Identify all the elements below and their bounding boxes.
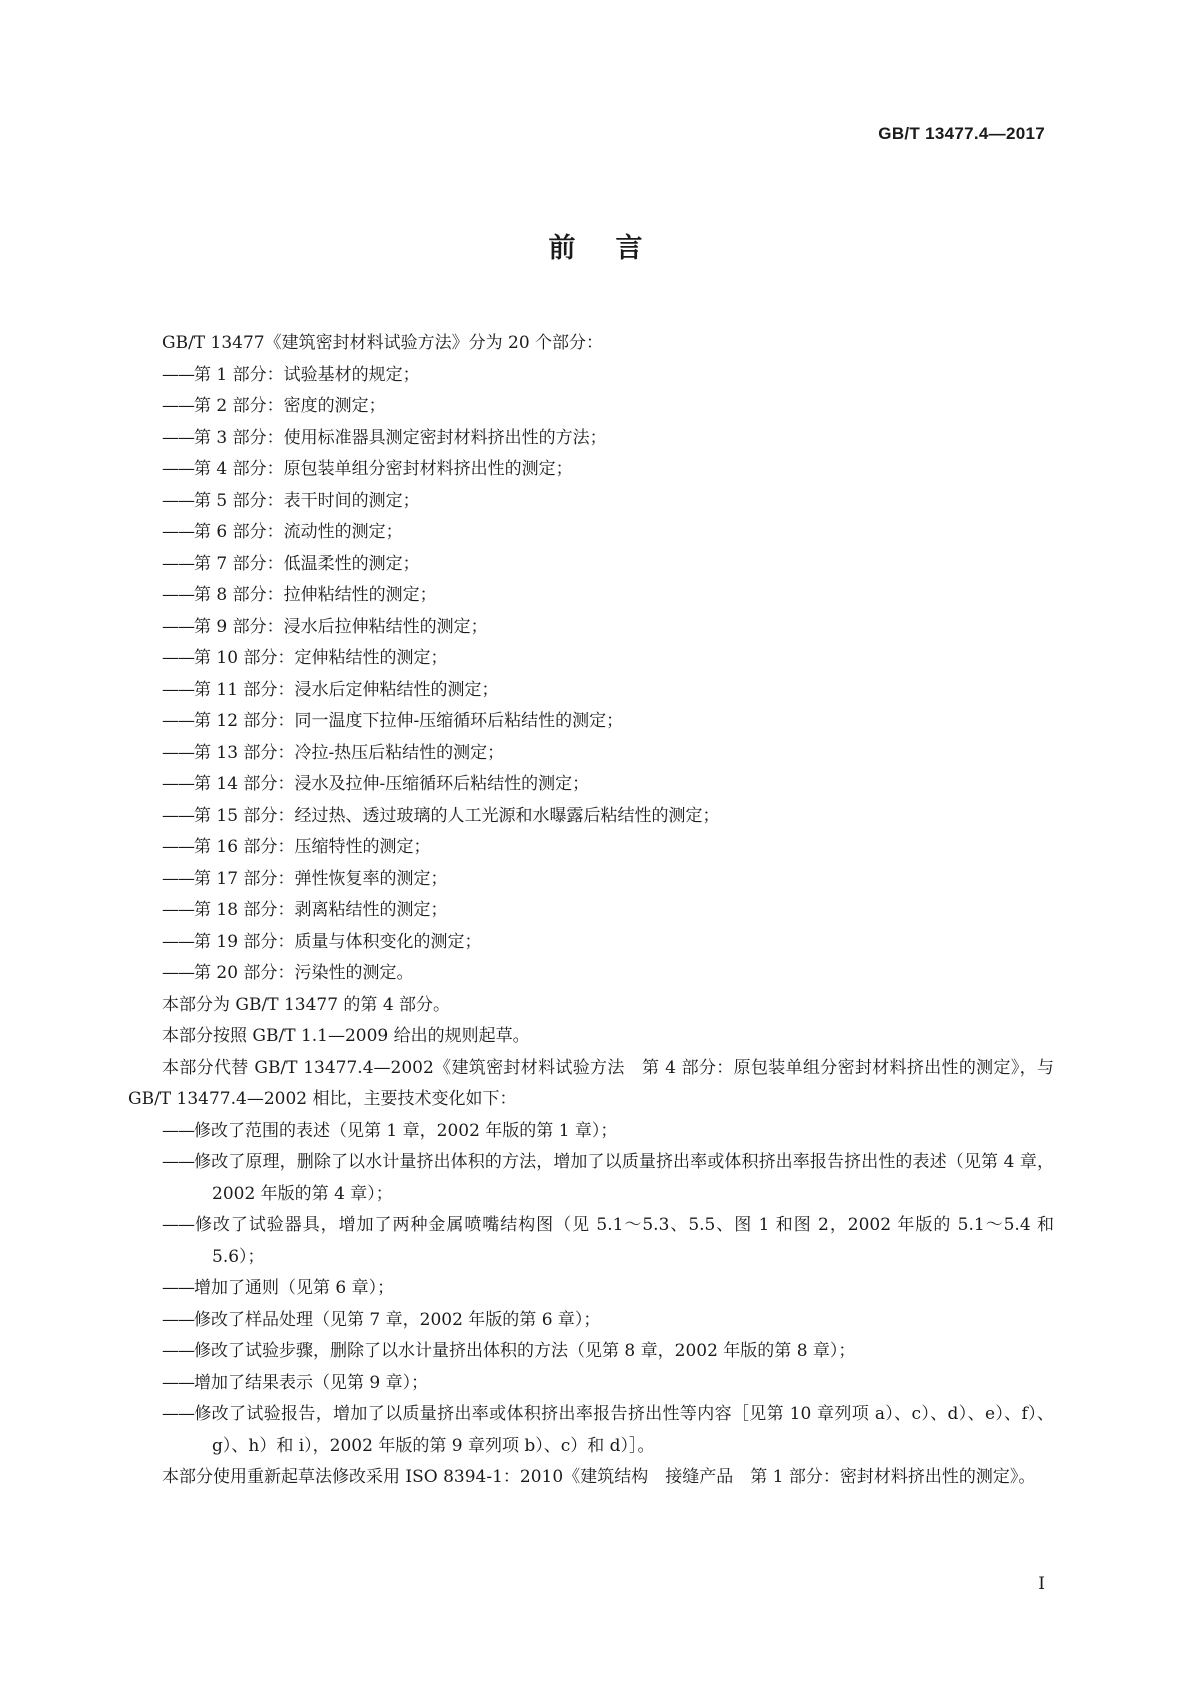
- list-item: [128, 486, 1054, 518]
- list-item: [128, 801, 1054, 833]
- list-item: [128, 1368, 1054, 1400]
- list-item: [128, 549, 1054, 581]
- list-item: [128, 895, 1054, 927]
- dash-marker: ——: [162, 837, 194, 857]
- dash-marker: ——: [162, 900, 194, 920]
- list-item: [128, 1336, 1054, 1368]
- dash-marker: ——: [162, 774, 194, 794]
- list-item-text: 第 17 部分：弹性恢复率的测定；: [194, 868, 448, 889]
- list-item-text: 第 2 部分：密度的测定；: [194, 396, 386, 416]
- list-item-text: 第 3 部分：使用标准器具测定密封材料挤出性的方法；: [194, 427, 607, 448]
- standard-code: GB/T 13477.4—2017: [878, 124, 1045, 143]
- list-item: [128, 927, 1054, 959]
- list-item: [128, 1210, 1054, 1273]
- foreword-body: [128, 328, 1054, 1494]
- dash-marker: ——: [162, 868, 194, 889]
- list-item: [128, 643, 1054, 675]
- dash-marker: ——: [162, 459, 194, 479]
- list-item: [128, 580, 1054, 612]
- drafting-rules-statement: 本部分按照 GB/T 1.1—2009 给出的规则起草。: [162, 1026, 530, 1046]
- list-item-text: 修改了试验器具，增加了两种金属喷嘴结构图（见 5.1～5.3、5.5、图 1 和图 2，2002 年版的 5.1～5.4 和 5.6）；: [194, 1215, 1054, 1267]
- list-item: [128, 1305, 1054, 1337]
- changes-list: [128, 1116, 1054, 1463]
- list-item: [128, 864, 1054, 896]
- list-item: [128, 423, 1054, 455]
- list-item-text: 第 1 部分：试验基材的规定；: [194, 364, 420, 385]
- list-item-text: 第 11 部分：浸水后定伸粘结性的测定；: [194, 679, 499, 700]
- list-item-text: 第 4 部分：原包装单组分密封材料挤出性的测定；: [194, 459, 573, 479]
- list-item-text: 增加了通则（见第 6 章）；: [194, 1278, 395, 1298]
- list-item: [128, 1147, 1054, 1210]
- list-item-text: 修改了原理，删除了以水计量挤出体积的方法，增加了以质量挤出率或体积挤出率报告挤出性的表述（见第 4 章，2002 年版的第 4 章）；: [194, 1152, 1054, 1204]
- dash-marker: ——: [162, 1152, 194, 1172]
- list-item: [128, 1116, 1054, 1148]
- intro-paragraph: GB/T 13477《建筑密封材料试验方法》分为 20 个部分：: [162, 333, 604, 353]
- list-item: [128, 832, 1054, 864]
- dash-marker: ——: [162, 1278, 194, 1298]
- list-item: [128, 738, 1054, 770]
- dash-marker: ——: [162, 679, 194, 700]
- dash-marker: ——: [162, 585, 194, 605]
- list-item: [128, 360, 1054, 392]
- dash-marker: ——: [162, 1372, 194, 1393]
- list-item: [128, 517, 1054, 549]
- page-number: I: [1038, 1574, 1045, 1594]
- list-item-text: 第 13 部分：冷拉-热压后粘结性的测定；: [194, 742, 505, 763]
- list-item-text: 第 10 部分：定伸粘结性的测定；: [194, 648, 448, 668]
- dash-marker: ——: [162, 1309, 194, 1330]
- parts-list: [128, 360, 1054, 990]
- list-item-text: 第 5 部分：表干时间的测定；: [194, 490, 420, 511]
- list-item: [128, 1399, 1054, 1462]
- list-item: [128, 675, 1054, 707]
- dash-marker: ——: [162, 364, 194, 385]
- dash-marker: ——: [162, 522, 194, 542]
- page-title: 前言: [548, 233, 683, 264]
- list-item: [128, 706, 1054, 738]
- list-item-text: 第 20 部分：污染性的测定。: [194, 963, 414, 983]
- list-item-text: 第 8 部分：拉伸粘结性的测定；: [194, 585, 437, 605]
- dash-marker: ——: [162, 1341, 194, 1361]
- list-item-text: 修改了范围的表述（见第 1 章，2002 年版的第 1 章）；: [194, 1120, 618, 1141]
- list-item-text: 第 15 部分：经过热、透过玻璃的人工光源和水曝露后粘结性的测定；: [194, 805, 720, 826]
- list-item: [128, 391, 1054, 423]
- dash-marker: ——: [162, 648, 194, 668]
- list-item-text: 第 14 部分：浸水及拉伸-压缩循环后粘结性的测定；: [194, 774, 590, 794]
- dash-marker: ——: [162, 396, 194, 416]
- list-item-text: 增加了结果表示（见第 9 章）；: [194, 1372, 429, 1393]
- dash-marker: ——: [162, 1404, 194, 1424]
- dash-marker: ——: [162, 742, 194, 763]
- list-item-text: 第 6 部分：流动性的测定；: [194, 522, 403, 542]
- list-item-text: 第 19 部分：质量与体积变化的测定；: [194, 931, 482, 952]
- list-item: [128, 769, 1054, 801]
- list-item-text: 第 7 部分：低温柔性的测定；: [194, 553, 420, 574]
- list-item: [128, 958, 1054, 990]
- dash-marker: ——: [162, 805, 194, 826]
- dash-marker: ——: [162, 490, 194, 511]
- dash-marker: ——: [162, 711, 194, 731]
- list-item-text: 修改了样品处理（见第 7 章，2002 年版的第 6 章）；: [194, 1309, 601, 1330]
- list-item-text: 第 16 部分：压缩特性的测定；: [194, 837, 431, 857]
- replaces-statement: 本部分代替 GB/T 13477.4—2002《建筑密封材料试验方法 第 4 部分：原包装单组分密封材料挤出性的测定》，与 GB/T 13477.4—2002 相比，主要技术变化如下：: [128, 1057, 1054, 1109]
- list-item-text: 第 9 部分：浸水后拉伸粘结性的测定；: [194, 616, 488, 637]
- part-of-statement: 本部分为 GB/T 13477 的第 4 部分。: [162, 994, 451, 1015]
- list-item-text: 第 18 部分：剥离粘结性的测定；: [194, 900, 448, 920]
- dash-marker: ——: [162, 931, 194, 952]
- dash-marker: ——: [162, 427, 194, 448]
- dash-marker: ——: [162, 1215, 194, 1235]
- adoption-statement: 本部分使用重新起草法修改采用 ISO 8394-1：2010《建筑结构 接缝产品 第 1 部分：密封材料挤出性的测定》。: [162, 1467, 1036, 1487]
- list-item: [128, 454, 1054, 486]
- dash-marker: ——: [162, 963, 194, 983]
- list-item: [128, 1273, 1054, 1305]
- list-item-text: 修改了试验报告，增加了以质量挤出率或体积挤出率报告挤出性等内容［见第 10 章列项 a）、c）、d）、e）、f）、g）、h）和 i），2002 年版的第 9 章列项 b）、c）和 d）］。: [194, 1404, 1054, 1456]
- dash-marker: ——: [162, 553, 194, 574]
- list-item-text: 修改了试验步骤，删除了以水计量挤出体积的方法（见第 8 章，2002 年版的第 8 章）；: [194, 1341, 856, 1361]
- dash-marker: ——: [162, 616, 194, 637]
- list-item-text: 第 12 部分：同一温度下拉伸-压缩循环后粘结性的测定；: [194, 711, 624, 731]
- list-item: [128, 612, 1054, 644]
- dash-marker: ——: [162, 1120, 194, 1141]
